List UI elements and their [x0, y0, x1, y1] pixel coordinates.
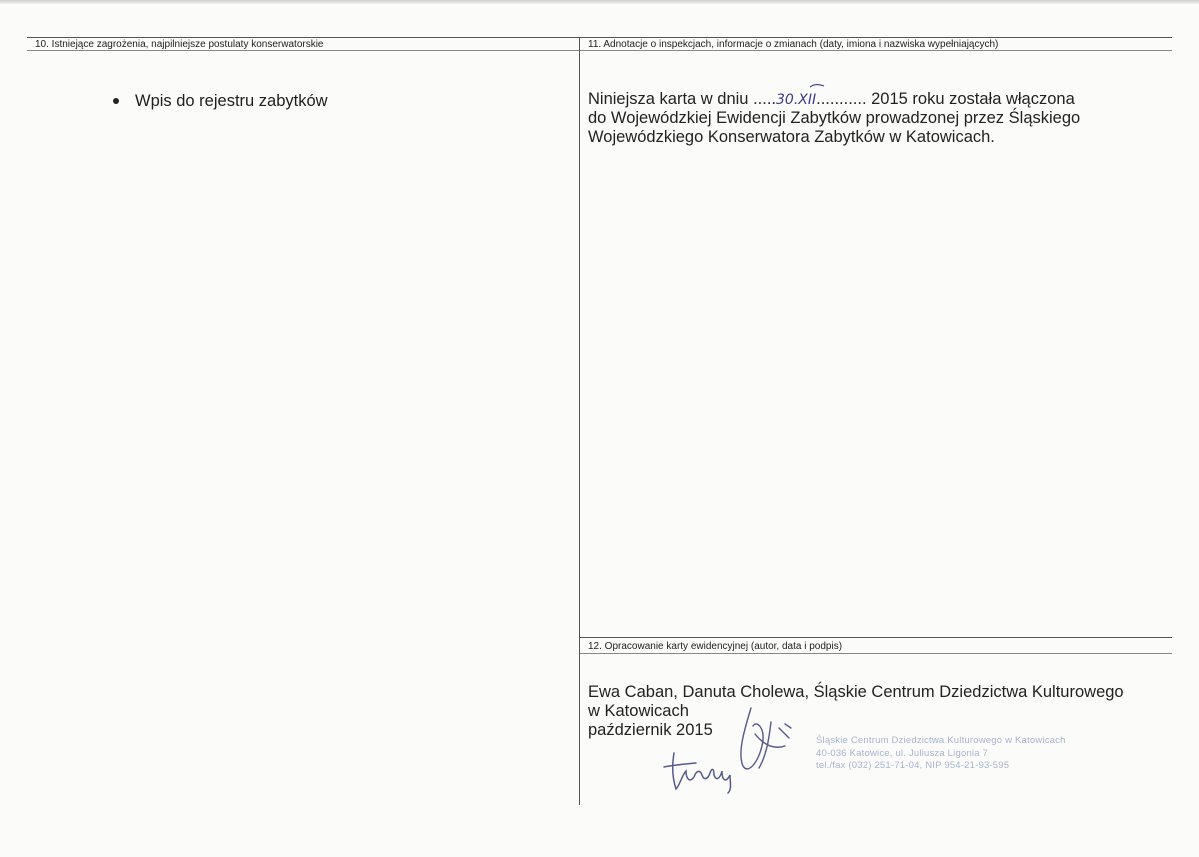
- signature-cursive-icon: [660, 745, 750, 795]
- section12-label-underline: [580, 653, 1172, 654]
- stamp-line-2: 40-036 Katowice, ul. Juliusza Ligonia 7: [816, 747, 989, 759]
- preparation-date: październik 2015: [588, 721, 713, 739]
- section12-top-rule: [579, 637, 1172, 638]
- authors-line: Ewa Caban, Danuta Cholewa, Śląskie Centrum Dziedzictwa Kulturowego: [588, 683, 1124, 701]
- stamp-line-3: tel./fax (032) 251-71-04, NIP 954-21-93-595: [816, 760, 1010, 771]
- inclusion-note-line3: Wojewódzkiego Konserwatora Zabytków w Katowicach.: [588, 128, 995, 146]
- column-divider: [579, 37, 580, 805]
- list-item: [113, 91, 328, 111]
- section10-label: 10. Istniejące zagrożenia, najpilniejsze postulaty konserwatorskie: [35, 39, 324, 50]
- bullet-icon: [113, 98, 119, 104]
- inclusion-note-prefix: Niniejsza karta w dniu .....: [588, 90, 776, 108]
- inclusion-note-line1: [588, 90, 1075, 110]
- institution-stamp: [816, 735, 1066, 773]
- inclusion-note-suffix: ........... 2015 roku została włączona: [816, 90, 1075, 108]
- section11-label: 11. Adnotacje o inspekcjach, informacje o zmianach (daty, imiona i nazwiska wypełniających): [588, 39, 999, 50]
- authors-city-line: w Katowicach: [588, 702, 689, 720]
- date-overline-mark-icon: [809, 83, 825, 89]
- handwritten-date: 30.XII: [776, 92, 817, 108]
- list-item-text: Wpis do rejestru zabytków: [135, 92, 328, 110]
- scan-top-edge: [0, 0, 1199, 4]
- inclusion-note-line2: do Wojewódzkiej Ewidencji Zabytków prowadzonej przez Śląskiego: [588, 109, 1081, 127]
- stamp-line-1: Śląskie Centrum Dziedzictwa Kulturowego w Katowicach: [816, 735, 1066, 746]
- top-rule: [27, 37, 1172, 38]
- section12-label: 12. Opracowanie karty ewidencyjnej (autor, data i podpis): [588, 641, 843, 652]
